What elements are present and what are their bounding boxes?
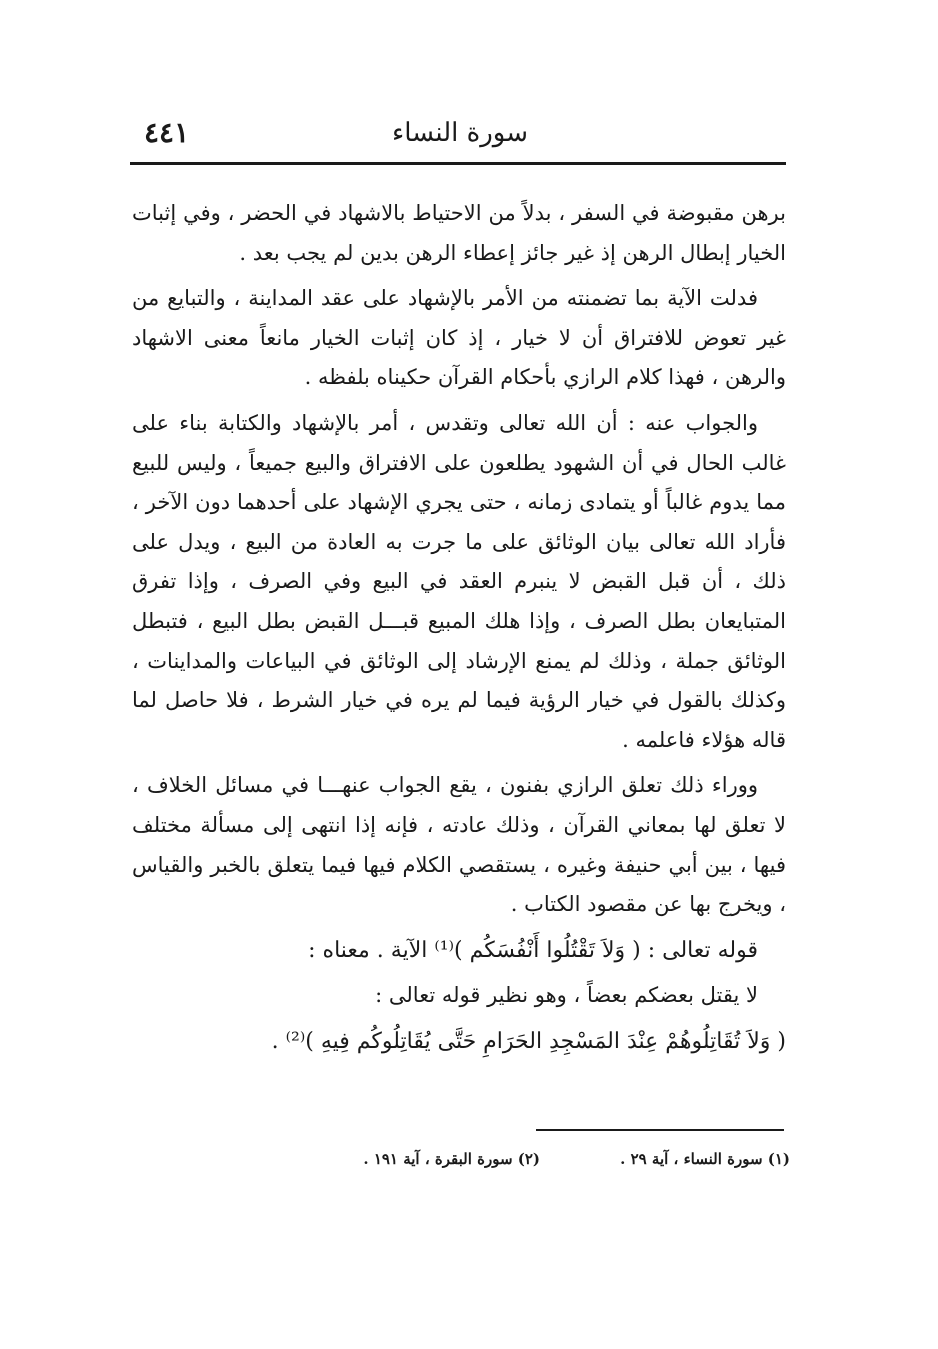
paragraph-2: فدلت الآية بما تضمنته من الأمر بالإشهاد على عقد المداينة ، والتبايع من غير تعوض للافتراق أن لا خيار ، إذ كان إثبات الخيار مانعاً معنى الاشهاد والرهن ، فهذا كلام الرازي بأحكام القرآن حكيناه بلفظه . — [132, 286, 786, 390]
footnote-2: (٢) سورة البقرة ، آية ١٩١ . — [363, 1150, 540, 1168]
paragraph-1: برهن مقبوضة في السفر ، بدلاً من الاحتياط بالاشهاد في الحضر ، وفي إثبات الخيار إبطال الرهن إذ غير جائز إعطاء الرهن بدين لم يجب بعد . — [132, 201, 786, 265]
footnote-1: (١) سورة النساء ، آية ٢٩ . — [620, 1150, 790, 1168]
paragraph-3: والجواب عنه : أن الله تعالى وتقدس ، أمر بالإشهاد والكتابة بناء على غالب الحال في أن الشهود يطلعون على الافتراق والبيع جميعاً ، وليس للبيع مما يدوم غالباً أو يتمادى زمانه ، حتى يجري الإشهاد على أحدهما دون الآخر ، فأراد الله تعالى بيان الوثائق على ما جرت به العادة من البيع ، ويدل على ذلك ، أن قبل القبض لا ينبرم العقد في البيع وفي الصرف ، وإذا تفرق المتبايعان بطل الصرف ، وإذا هلك المبيع قبـــل القبض بطل البيع ، فتبطل الوثائق جملة ، وذلك لم يمنع الإرشاد إلى الوثائق في البياعات والمداينات ، وكذلك بالقول في خيار الرؤية فيما لم يره في خيار الشرط ، فلا حاصل لما قاله هؤلاء فاعلمه . — [132, 410, 786, 752]
verse-quote-1: قوله تعالى : ( وَلاَ تَقْتُلُوا أَنْفُسَكُم )⁽¹⁾ الآية . معناه : — [308, 937, 758, 963]
body-text — [132, 194, 786, 1067]
page-number: ٤٤١ — [144, 116, 190, 149]
paragraph-4: ووراء ذلك تعلق الرازي بفنون ، يقع الجواب عنهـــا في مسائل الخلاف ، لا تعلق لها بمعاني القرآن ، وذلك عادته ، فإنه إذا انتهى إلى مسألة مختلف فيها ، بين أبي حنيفة وغيره ، يستقصي الكلام فيها فيما يتعلق بالخبر والقياس ، ويخرج بها عن مقصود الكتاب . — [132, 773, 786, 917]
surah-title: سورة النساء — [392, 118, 528, 148]
verse-explanation: لا يقتل بعضكم بعضاً ، وهو نظير قوله تعالى : — [375, 983, 758, 1008]
footnote-rule — [536, 1129, 784, 1131]
running-header — [130, 112, 790, 154]
footnotes — [150, 1150, 790, 1180]
verse-quote-2: ( وَلاَ تُقَاتِلُوهُمْ عِنْدَ المَسْجِدِ الحَرَامِ حَتَّى يُقَاتِلُوكُم فِيهِ )⁽²⁾ . — [271, 1028, 786, 1054]
header-rule — [130, 162, 786, 165]
